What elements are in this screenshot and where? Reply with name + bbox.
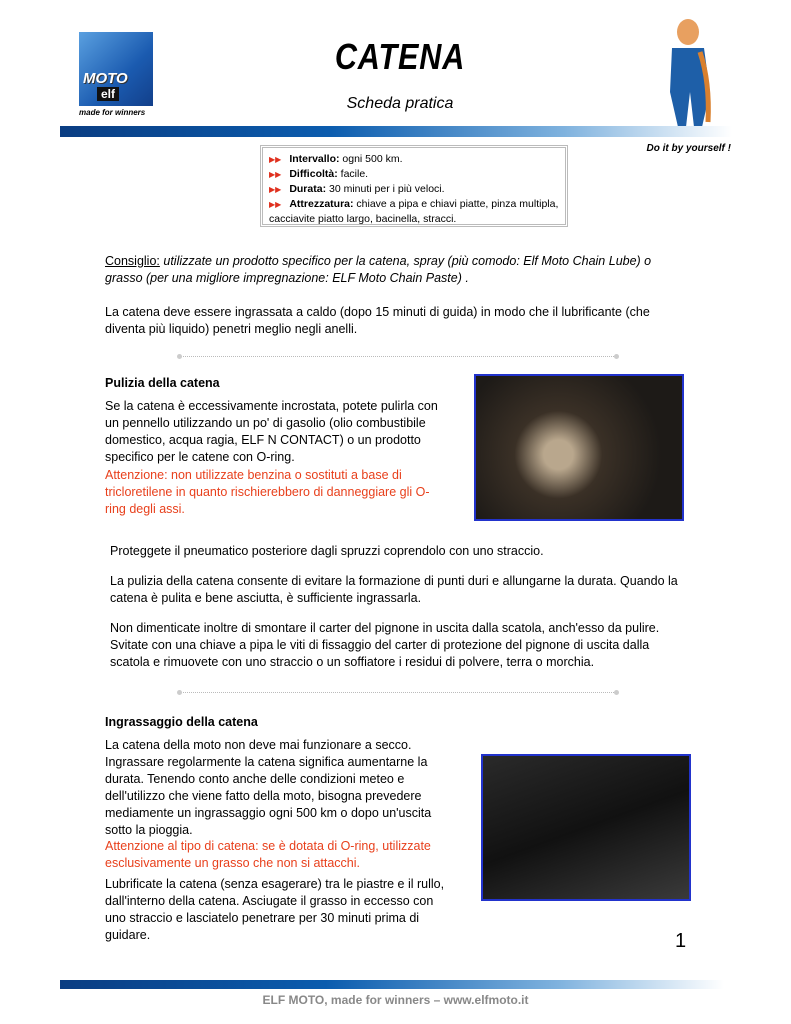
info-box [260,145,568,227]
arrow-bullet-icon: ▶▶ [269,170,282,179]
info-item: ▶▶ Intervallo: ogni 500 km. [269,153,403,165]
logo-text-moto: MOTO [83,70,128,87]
page-subtitle: Scheda pratica [346,95,454,112]
section-heading-cleaning: Pulizia della catena [105,376,220,390]
cleaning-paragraph: Proteggete il pneumatico posteriore dagli spruzzi coprendolo con uno straccio. [110,544,544,558]
info-item: ▶▶ Difficoltà: facile. [269,168,369,180]
section-divider [180,356,616,357]
info-item: ▶▶ Durata: 30 minuti per i più veloci. [269,183,445,195]
header-divider-bar [60,126,732,137]
arrow-bullet-icon: ▶▶ [269,185,282,194]
tip-paragraph: Consiglio: utilizzate un prodotto specifico per la catena, spray (più comodo: Elf Moto Chain Lube) o grasso (per una migliore impregnazione: ELF Moto Chain Paste) . [105,254,652,285]
footer-divider-bar [60,980,724,989]
cleaning-paragraph: Se la catena è eccessivamente incrostata, potete pulirla con un pennello utilizzando un po' di gasolio (olio combustibile domestico, acqua ragia, ELF N CONTACT) o un prodotto specifico per le catene con O-ring. [105,399,438,464]
diy-slogan: Do it by yourself ! [646,143,731,154]
chain-sprocket-photo [474,374,684,521]
greasing-warning: Attenzione al tipo di catena: se è dotata di O-ring, utilizzate esclusivamente un grasso che non si attacchi. [105,839,431,870]
greasing-paragraph: La catena della moto non deve mai funzionare a secco. Ingrassare regolarmente la catena significa aumentarne la durata. Tenendo conto anche delle condizioni meteo e dell'utilizzo che viene fatto della moto, bisogna prevedere mediamente un ingrassaggio ogni 500 km o dopo un'uscita sotto la pioggia. [105,738,432,837]
logo-text-elf: elf [97,87,119,101]
greasing-paragraph: Lubrificate la catena (senza esagerare) tra le piastre e il rullo, dall'interno della catena. Asciugate il grasso in eccesso con uno straccio e lasciatelo penetrare per 30 minuti prima di guidare. [105,877,445,942]
tagline: made for winners [79,108,146,117]
cleaning-paragraph: Non dimenticate inoltre di smontare il carter del pignone in uscita dalla scatola, anch'esso da pulire. Svitate con una chiave a pipa le viti di fissaggio del carter di protezione del pignone di uscita dalla scatola e rimuovete con uno straccio o un soffiatore i residui di polvere, terra o morchia. [110,621,660,669]
section-heading-greasing: Ingrassaggio della catena [105,715,258,729]
footer-text: ELF MOTO, made for winners – www.elfmoto.it [262,993,529,1007]
arrow-bullet-icon: ▶▶ [269,155,282,164]
page-title: CATENA [334,36,466,77]
mechanic-illustration [650,12,730,130]
cleaning-warning: Attenzione: non utilizzate benzina o sostituti a base di tricloretilene in quanto rischierebbero di danneggiare gli O-ring degli assi. [105,468,430,516]
arrow-bullet-icon: ▶▶ [269,200,282,209]
page-number: 1 [675,930,687,952]
section-divider [180,692,616,693]
chain-lube-spray-photo [481,754,691,901]
info-item: ▶▶ Attrezzatura: chiave a pipa e chiavi piatte, pinza multipla, cacciavite piatto largo, bacinella, stracci. [269,198,559,225]
moto-elf-logo [79,32,153,106]
intro-paragraph: La catena deve essere ingrassata a caldo (dopo 15 minuti di guida) in modo che il lubrificante (che diventa più liquido) penetri meglio negli anelli. [105,305,650,336]
cleaning-paragraph: La pulizia della catena consente di evitare la formazione di punti duri e allungarne la durata. Quando la catena è pulita e bene asciutta, è sufficiente ingrassarla. [110,574,678,605]
